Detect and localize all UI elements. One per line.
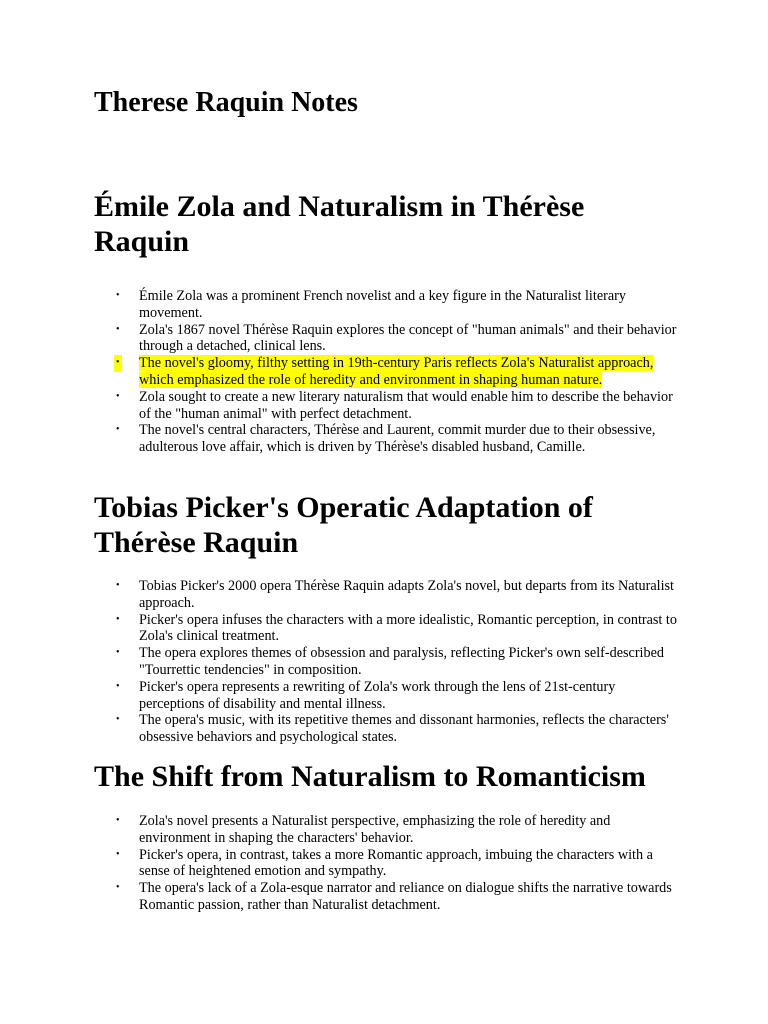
list-item: • Zola's 1867 novel Thérèse Raquin explores the concept of "human animals" and their behavior through a detached, clinical lens. [116, 321, 677, 355]
list-item: • The opera explores themes of obsession and paralysis, reflecting Picker's own self-described "Tourrettic tendencies" in composition. [116, 645, 664, 678]
list-item: • Zola sought to create a new literary naturalism that would enable him to describe the behavior of the "human animal" with perfect detachment. [116, 388, 673, 422]
bullet-list [94, 578, 684, 746]
section-picker-adaptation [94, 490, 684, 746]
bullet-dot-icon: • [114, 355, 122, 372]
list-item-highlighted: • The novel's gloomy, filthy setting in 19th-century Paris reflects Zola's Naturalist approach, which emphasized the role of heredity and environment in shaping human nature. [116, 355, 654, 388]
list-item: • The opera's music, with its repetitive themes and dissonant harmonies, reflects the characters' obsessive behaviors and psychological states. [116, 712, 669, 746]
list-item: • Émile Zola was a prominent French novelist and a key figure in the Naturalist literary movement. [116, 288, 626, 321]
bullet-dot-icon: • [116, 882, 120, 894]
section-heading: Tobias Picker's Operatic Adaptation of Thérèse Raquin [94, 491, 593, 559]
section-zola-naturalism [94, 189, 684, 456]
bullet-dot-icon: • [116, 424, 120, 436]
bullet-dot-icon: • [116, 848, 120, 860]
list-item: • The novel's central characters, Thérèse and Laurent, commit murder due to their obsessive, adulterous love affair, which is driven by Thérèse's disabled husband, Camille. [116, 422, 656, 456]
bullet-dot-icon: • [116, 613, 120, 625]
list-item: • Picker's opera, in contrast, takes a more Romantic approach, imbuing the characters with a sense of heightened emotion and sympathy. [116, 846, 653, 880]
bullet-dot-icon: • [116, 815, 120, 826]
bullet-dot-icon: • [116, 647, 120, 659]
bullet-dot-icon: • [116, 323, 120, 335]
bullet-dot-icon: • [116, 580, 120, 591]
document-title: Therese Raquin Notes [94, 87, 358, 118]
bullet-list [94, 288, 684, 456]
section-heading: The Shift from Naturalism to Romanticism [94, 760, 646, 793]
list-item: • The opera's lack of a Zola-esque narrator and reliance on dialogue shifts the narrative towards Romantic passion, rather than Naturalist detachment. [116, 880, 672, 913]
list-item: • Zola's novel presents a Naturalist perspective, emphasizing the role of heredity and environment in shaping the characters' behavior. [116, 813, 611, 846]
bullet-dot-icon: • [116, 714, 120, 726]
list-item: • Picker's opera represents a rewriting of Zola's work through the lens of 21st-century perceptions of disability and mental illness. [116, 678, 616, 712]
bullet-dot-icon: • [116, 390, 120, 402]
bullet-dot-icon: • [116, 290, 120, 301]
list-item: • Picker's opera infuses the characters with a more idealistic, Romantic perception, in contrast to Zola's clinical treatment. [116, 611, 677, 645]
bullet-list [94, 813, 684, 914]
section-heading: Émile Zola and Naturalism in Thérèse Raquin [94, 190, 585, 258]
bullet-dot-icon: • [116, 680, 120, 692]
list-item: • Tobias Picker's 2000 opera Thérèse Raquin adapts Zola's novel, but departs from its Naturalist approach. [116, 578, 674, 611]
section-naturalism-to-romanticism [94, 759, 684, 914]
